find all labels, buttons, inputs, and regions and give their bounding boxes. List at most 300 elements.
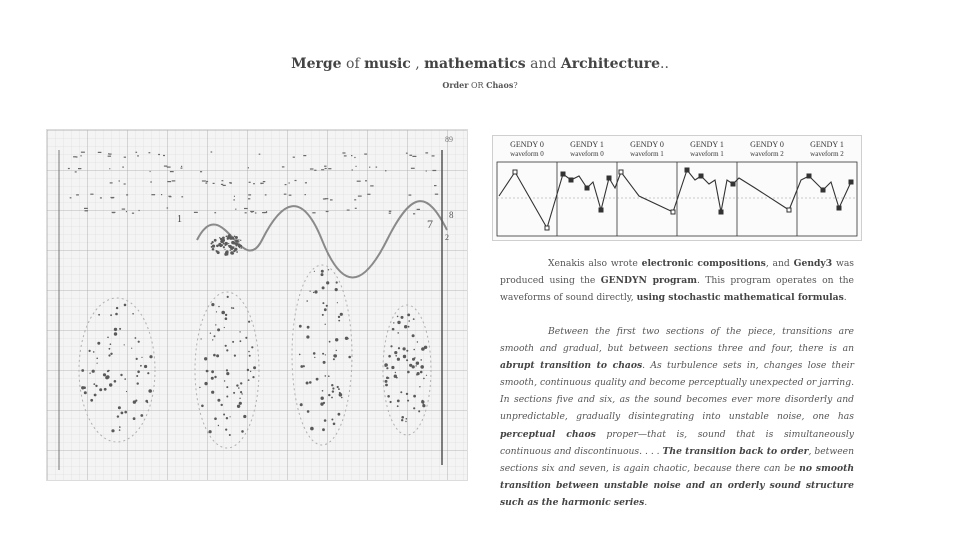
score-dot [229,236,232,239]
score-dot [408,326,410,328]
score-dot [107,370,109,372]
score-dot [224,380,225,381]
score-dot [220,238,222,240]
score-dot [136,358,138,360]
score-dot [231,241,234,244]
score-dot [404,325,407,328]
score-dot [237,244,238,245]
gendy-waveform-figure [492,135,862,241]
score-dot [214,417,217,420]
score-dot [211,391,214,394]
score-dot [241,393,242,394]
score-dot [397,358,400,361]
score-dot [121,412,124,415]
score-dot [395,372,396,373]
score-dot [81,386,84,389]
score-dot [148,389,152,393]
score-dot [239,398,240,399]
score-dot [234,248,237,251]
score-dot [224,327,225,328]
paragraph-order-chaos-quote: Between the first two sections of the piece, transitions are smooth and gradual, but between sections three and four, there is an abrupt transition to chaos. As turbulence sets in, changes lose their smooth, continuous quality and become perceptually unexpected or jarring. In sections five and six, as the sound becomes ever more disorderly and unpredictable, gradually disintegrating into unstable noise, one has perceptual chaos proper—that is, sound that is simultaneously continuous and discontinuous. . . . The transition back to order, between sections six and seven, is again chaotic, because there can be no smooth transition between unstable noise and an orderly sound structure such as the harmonic series. [500,326,855,508]
score-dot [326,281,329,284]
score-mark: 7 [427,217,433,231]
score-dot [237,405,240,408]
slide-subtitle: Order OR Chaos? [442,80,518,90]
score-dot [388,355,391,358]
score-dot [248,321,250,323]
gendy-waveform-label: waveform 2 [750,150,784,158]
score-dot [397,321,400,324]
score-dot [321,270,324,273]
score-dot [225,314,227,316]
score-dot [412,358,415,361]
score-dot [335,338,338,341]
score-dot [322,302,324,304]
score-dot [322,353,324,355]
score-dot [137,382,139,384]
gendy-waveform-label: waveform 0 [570,150,604,158]
score-dot [136,375,138,377]
score-dot [124,411,127,414]
score-dot [251,346,253,348]
score-dot [323,361,326,364]
score-dot [307,326,310,329]
score-dot [236,245,238,247]
score-dot [314,357,315,358]
score-dot [226,236,228,238]
score-dot [413,407,415,409]
score-dot [131,348,132,349]
score-dot [397,316,399,318]
score-dot [408,320,410,322]
score-dot [300,365,303,368]
score-dot [226,369,228,371]
score-dot [391,366,394,369]
score-dot [407,400,409,402]
score-dot [225,429,227,431]
score-dot [95,385,97,387]
score-dot [328,375,330,377]
gendy-label: GENDY 1 [810,140,844,149]
score-dot [228,234,231,237]
score-mark: 8 [449,210,454,220]
score-dot [310,427,314,431]
score-dot [341,397,343,399]
score-dot [135,337,137,339]
score-dot [225,317,228,320]
score-dot [226,386,228,388]
score-dot [325,375,327,377]
score-dot [307,410,310,413]
score-dot [233,392,235,394]
score-dot [149,355,152,358]
score-dot [240,245,242,247]
score-dot [406,359,408,361]
score-dot [226,417,228,419]
score-dot [90,399,93,402]
gendy-label: GENDY 1 [690,140,724,149]
score-dot [397,400,400,403]
score-dot [394,351,397,354]
score-dot [126,391,127,392]
score-dot [226,372,229,375]
score-dot [119,426,121,428]
score-dot [325,354,326,355]
score-dot [406,393,408,395]
score-dot [124,344,125,345]
score-dot [226,250,229,253]
score-mark: 2 [445,233,449,242]
score-dot [238,387,240,389]
score-dot [109,348,111,350]
score-dot [324,419,327,422]
score-dot [321,273,324,276]
score-dot [249,355,251,357]
score-dot [216,245,219,248]
score-dot [216,311,217,312]
score-dot [240,240,241,241]
gendy-label: GENDY 0 [630,140,664,149]
score-dot [114,332,117,335]
score-dot [224,249,225,250]
score-dot [147,401,149,403]
score-dot [221,311,225,315]
score-dot [248,379,250,381]
score-dot [316,378,319,381]
score-dot [239,402,242,405]
score-dot [400,391,402,393]
score-dot [338,316,340,318]
score-dot [417,341,418,342]
score-dot [106,375,110,379]
score-dot [396,377,398,379]
score-dot [209,430,212,433]
score-dot [397,332,399,334]
score-dot [94,394,97,397]
score-dot [390,345,392,347]
score-dot [213,354,216,357]
score-dot [226,349,228,351]
score-dot [104,388,107,391]
score-dot [206,370,209,373]
score-dot [333,423,336,426]
score-dot [240,247,242,249]
score-dot [423,378,425,380]
score-dot [397,405,399,407]
score-dot [337,302,338,303]
score-dot [324,308,327,311]
score-dot [221,244,223,246]
score-dot [331,419,333,421]
score-dot [212,245,215,248]
score-dot [103,373,106,376]
score-dot [132,313,134,315]
score-dot [420,365,424,369]
score-dot [118,406,121,409]
score-dot [407,371,410,374]
score-dot [250,371,251,372]
score-dot [217,399,220,402]
score-dot [299,354,301,356]
score-dot [211,243,213,245]
score-dot [201,338,202,339]
score-dot [385,380,388,383]
score-dot [238,239,239,240]
score-dot [216,251,218,253]
score-dot [230,250,231,251]
score-dot [407,314,410,317]
score-dot [248,351,250,353]
score-dot [328,394,330,396]
score-dot [110,314,112,316]
score-dot [232,341,234,343]
gendy-waveform-label: waveform 1 [690,150,724,158]
score-dot [416,362,419,365]
score-dot [320,402,323,405]
score-dot [96,358,98,360]
score-dot [229,434,231,436]
score-dot [114,380,117,383]
score-dot [338,413,341,416]
score-dot [418,410,420,412]
score-dot [329,341,331,343]
score-dot [212,339,213,340]
score-dot [147,372,149,374]
score-dot [223,414,225,416]
score-dot [231,307,233,309]
score-dot [406,418,408,420]
score-dot [99,388,102,391]
score-dot [413,349,415,351]
score-dot [247,369,249,371]
score-dot [240,391,242,393]
score-dot [230,416,231,417]
score-dot [313,292,314,293]
score-dot [145,366,147,368]
score-dot [348,356,351,359]
score-dot [299,325,302,328]
score-dot [124,378,126,380]
score-dot [119,328,121,330]
score-dot [117,415,119,417]
score-dot [403,355,406,358]
score-dot [338,320,340,322]
score-dot [420,371,423,374]
score-dot [331,384,333,386]
score-dot [227,237,229,239]
score-dot [217,328,220,331]
score-dot [84,391,87,394]
score-dot [340,313,343,316]
score-dot [245,337,247,339]
score-dot [135,400,137,402]
score-dot [140,414,143,417]
score-dot [392,328,395,331]
score-dot [409,364,412,367]
score-dot [116,307,118,309]
score-dot [224,253,227,256]
score-dot [416,365,417,366]
score-dot [339,393,343,397]
score-dot [243,415,246,418]
score-dot [216,354,219,357]
slide-title: Merge of music , mathematics and Architecture.. [291,56,669,72]
score-dot [332,387,334,389]
score-dot [333,358,335,360]
score-dot [222,237,225,240]
score-dot [422,404,425,407]
score-sketch-image [46,129,468,481]
score-dot [321,397,324,400]
score-dot [314,271,315,272]
gendy-waveform-label: waveform 1 [630,150,664,158]
score-dot [240,340,242,342]
score-dot [110,353,112,355]
score-dot [239,331,240,332]
score-dot [211,377,214,380]
score-dot [201,405,204,408]
score-dot [236,251,238,253]
score-dot [334,354,337,357]
score-dot [405,421,406,422]
score-mark: 89 [445,135,453,144]
score-sketch-drawing [47,130,467,480]
score-dot [424,346,427,349]
score-dot [110,343,112,345]
score-dot [385,384,388,387]
score-dot [212,248,215,251]
score-dot [314,290,317,293]
score-dot [221,404,223,406]
score-dot [322,428,325,431]
score-dot [211,370,214,373]
score-dot [230,247,233,250]
score-dot [109,383,112,386]
score-dot [338,388,339,389]
score-dot [417,372,420,375]
score-dot [322,314,324,316]
score-dot [210,333,211,334]
score-dot [133,417,136,420]
score-dot [421,400,424,403]
score-dot [332,390,334,392]
score-dot [232,307,234,309]
score-dot [403,347,406,350]
score-dot [306,300,308,302]
score-dot [420,359,422,361]
gendy-label: GENDY 0 [510,140,544,149]
score-dot [306,335,309,338]
score-dot [223,246,225,248]
score-dot [140,365,142,367]
score-dot [234,236,236,238]
score-dot [310,291,311,292]
score-dot [322,390,324,392]
score-dot [347,338,349,340]
score-dot [300,403,303,406]
score-dot [120,374,122,376]
score-dot [124,304,127,307]
score-dot [419,386,420,387]
score-dot [387,395,390,398]
score-dot [108,354,110,356]
score-dot [331,397,333,399]
score-dot [89,350,91,352]
paragraph-electronic-compositions: Xenakis also wrote electronic compositions, and Gendy3 was produced using the GENDYN program. This program operates on the waveforms of sound directly, using stochastic mathematical formulas. [500,258,855,304]
score-dot [335,288,338,291]
score-dot [199,387,200,388]
score-dot [413,318,415,320]
score-dot [328,269,329,270]
score-dot [97,342,100,345]
score-dot [238,241,239,242]
score-dot [97,363,98,364]
score-dot [401,316,404,319]
score-dot [226,396,228,398]
score-dot [138,341,140,343]
score-dot [413,395,416,398]
score-dot [98,314,100,316]
score-dot [325,324,326,325]
score-dot [337,386,339,388]
score-dot [211,303,214,306]
gendy-waveform-plot [493,136,861,240]
score-dot [215,324,216,325]
score-dot [214,239,217,242]
score-dot [227,296,229,298]
score-dot [390,401,392,403]
score-dot [225,244,227,246]
score-dot [401,419,403,421]
score-dot [306,382,309,385]
score-dot [385,366,386,367]
score-dot [218,425,219,426]
score-dot [253,366,256,369]
score-dot [114,328,117,331]
score-dot [93,383,95,385]
score-dot [230,251,233,254]
score-dot [141,357,142,358]
score-dot [137,371,140,374]
score-dot [313,352,316,355]
score-dot [228,243,229,244]
score-dot [393,322,394,323]
score-dot [214,335,216,337]
score-dot [326,305,328,307]
score-dot [111,429,114,432]
score-dot [395,355,397,357]
score-dot [236,384,238,386]
score-dot [119,429,121,431]
score-dot [322,286,325,289]
score-dot [92,370,95,373]
score-dot [89,373,90,374]
gendy-waveform-line [499,170,851,228]
score-dot [336,281,338,283]
score-dot [398,347,400,349]
score-dot [401,416,404,419]
score-dot [81,369,84,372]
score-dot [234,355,236,357]
gendy-waveform-label: waveform 0 [510,150,544,158]
score-dot [235,239,238,242]
gendy-waveform-label: waveform 2 [810,150,844,158]
score-dot [214,376,216,378]
score-dot [336,350,337,351]
score-dot [107,337,109,339]
gendy-label: GENDY 1 [570,140,604,149]
score-dot [240,382,242,384]
